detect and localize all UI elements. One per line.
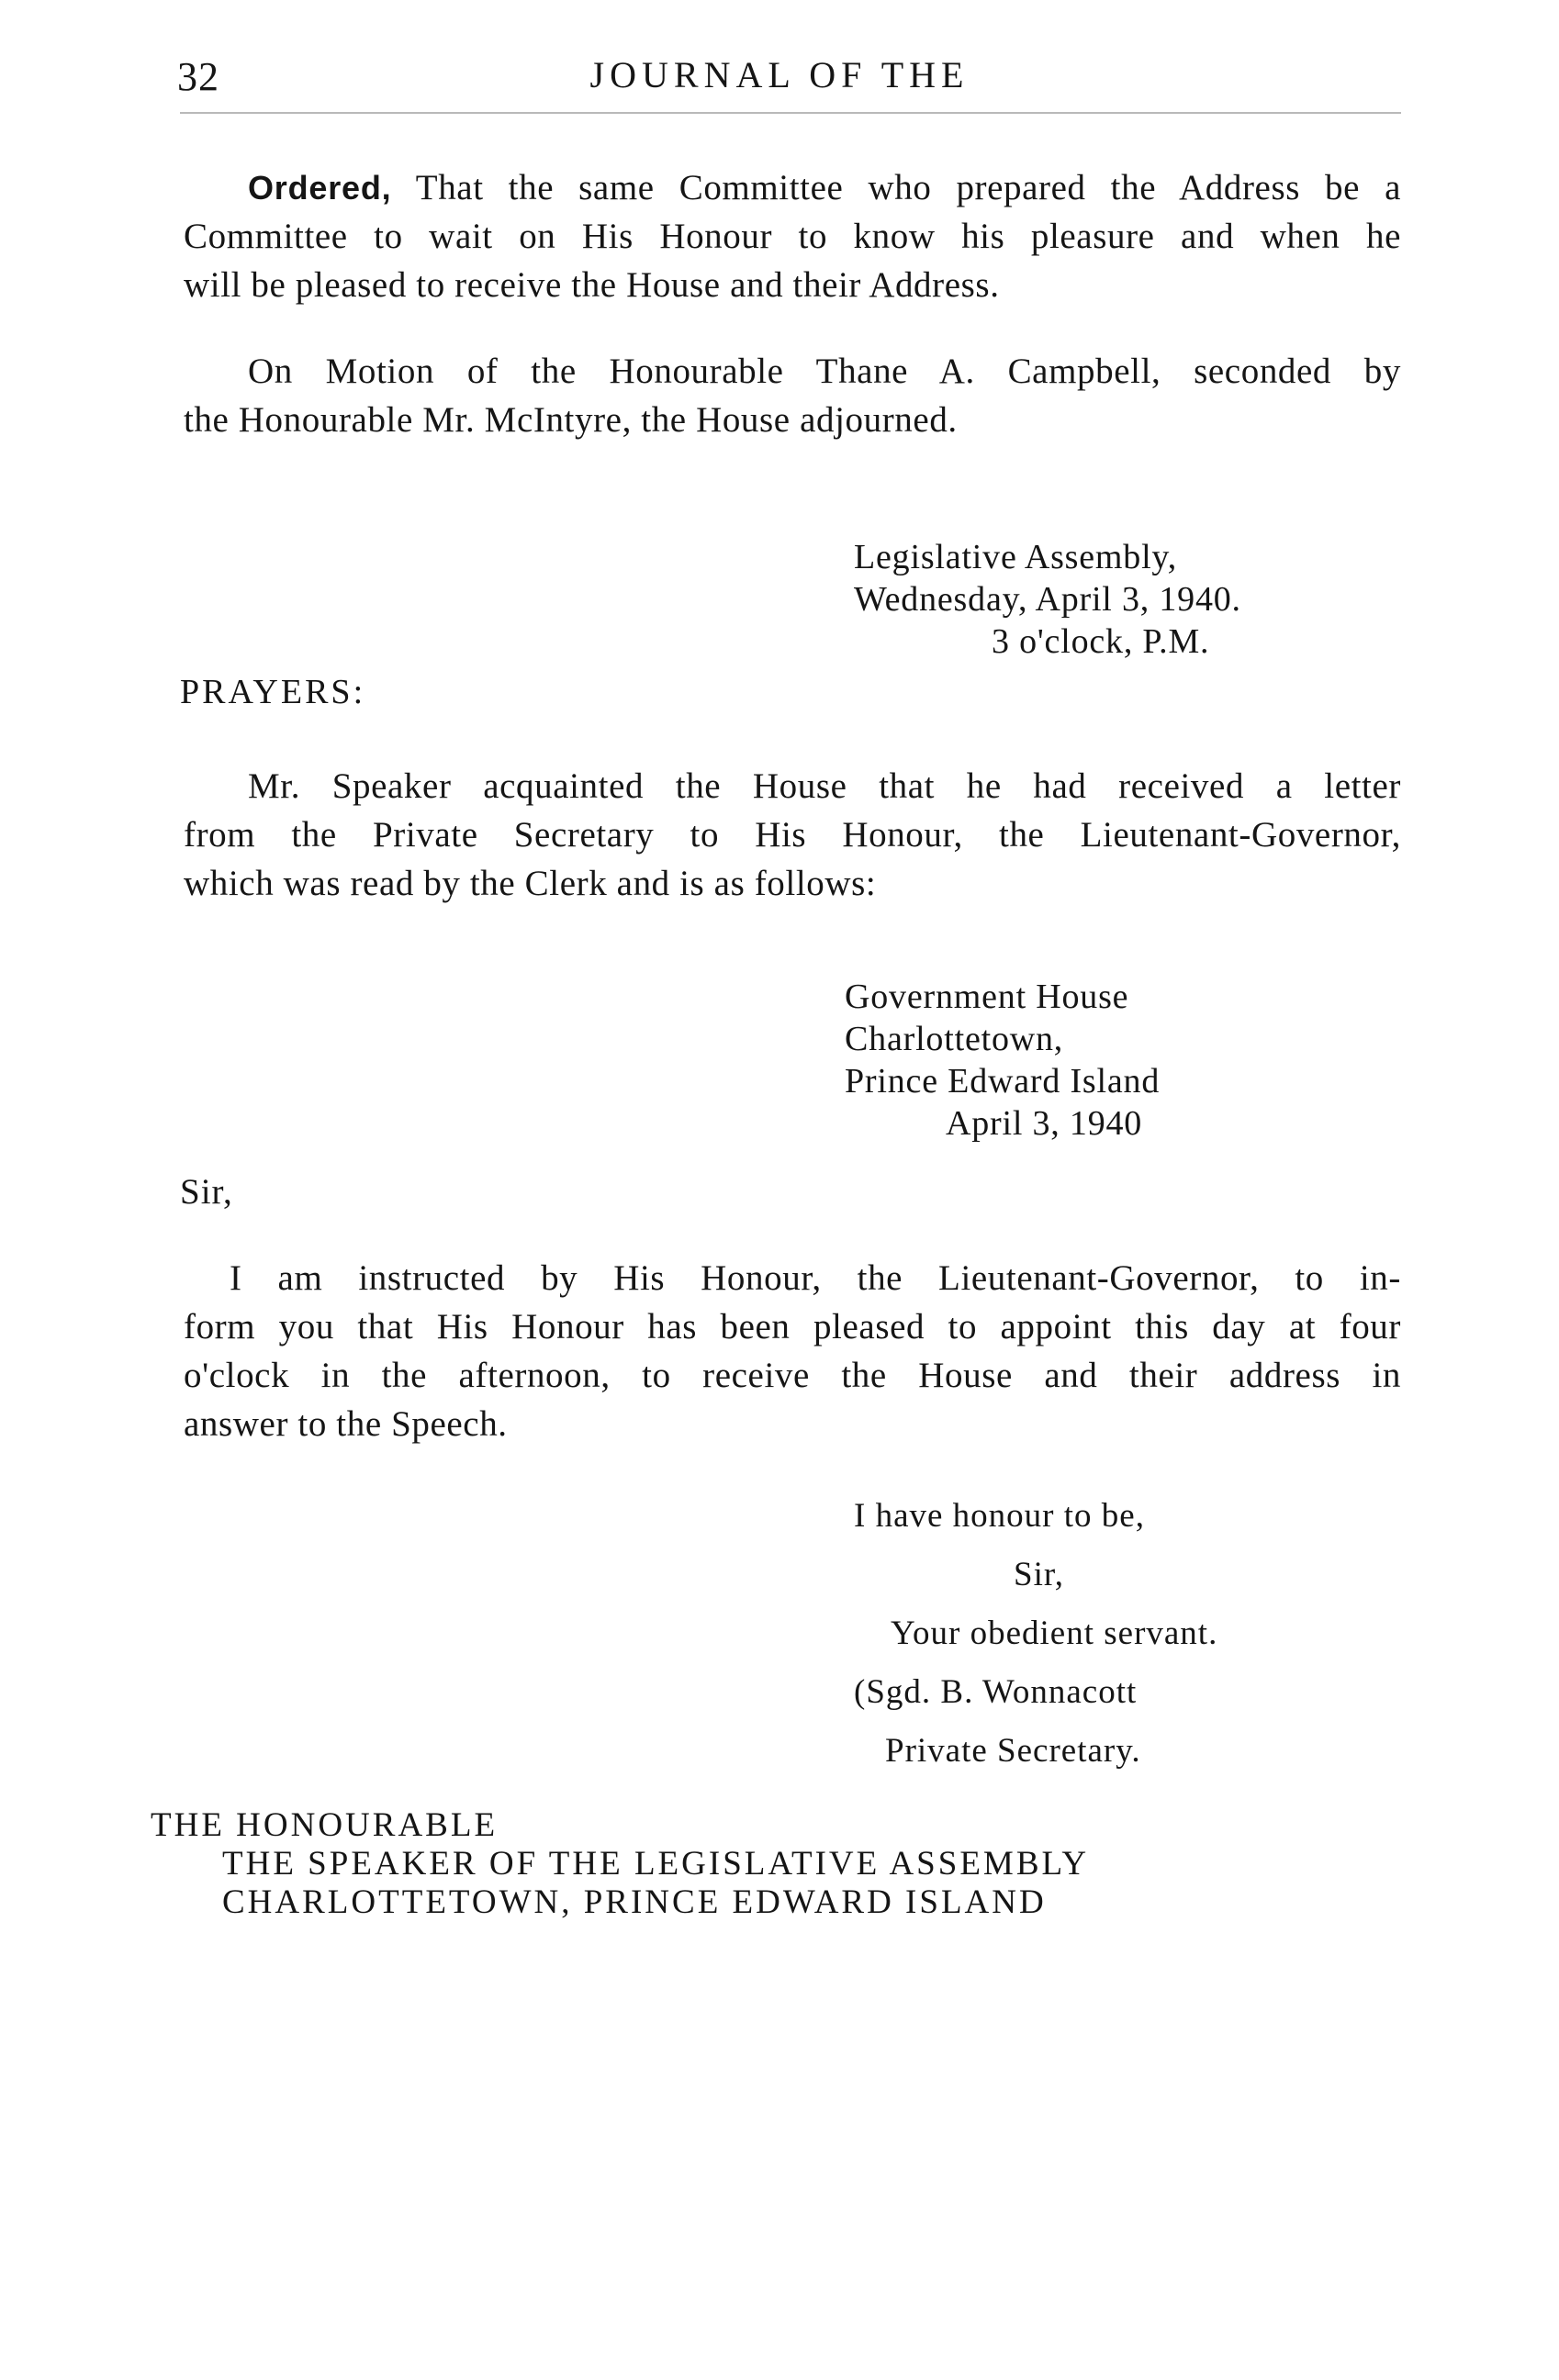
running-title: JOURNAL OF THE [589, 54, 970, 95]
letter-body-line-2: form you that His Honour has been pleased to appoint this day at four [184, 1307, 1401, 1346]
letter-body [184, 1254, 1401, 1448]
speaker-line-1: Mr. Speaker acquainted the House that he had received a letter [248, 766, 1401, 806]
prayers-label: PRAYERS: [180, 673, 366, 711]
ordered-line-2: Committee to wait on His Honour to know his pleasure and when he [184, 217, 1401, 256]
sitting-place: Legislative Assembly, [854, 538, 1178, 576]
closing-line-3: Your obedient servant. [891, 1615, 1218, 1652]
ordered-label: Ordered, [248, 169, 392, 207]
addressee-line-2: THE SPEAKER OF THE LEGISLATIVE ASSEMBLY [222, 1845, 1090, 1883]
letter-body-line-4: answer to the Speech. [184, 1404, 508, 1444]
sender-address [845, 976, 1160, 1145]
sender-address-line-4: April 3, 1940 [946, 1104, 1143, 1143]
signature-title: Private Secretary. [885, 1732, 1141, 1770]
motion-line-1: On Motion of the Honourable Thane A. Campbell, seconded by [248, 352, 1401, 391]
closing-block [854, 1487, 1217, 1781]
motion-paragraph [184, 347, 1401, 444]
sitting-date: Wednesday, April 3, 1940. [854, 580, 1241, 619]
ordered-line-1: Ordered, That the same Committee who prepared the Address be a [248, 168, 1401, 207]
speaker-line-2: from the Private Secretary to His Honour, the Lieutenant-Governor, [184, 815, 1401, 855]
closing-line-2: Sir, [1014, 1556, 1064, 1593]
ordered-line-3: will be pleased to receive the House and their Address. [184, 265, 1000, 305]
motion-line-2: the Honourable Mr. McIntyre, the House adjourned. [184, 400, 958, 440]
letter-body-line-3: o'clock in the afternoon, to receive the House and their address in [184, 1356, 1401, 1395]
letter-body-line-1: I am instructed by His Honour, the Lieutenant-Governor, to in- [230, 1258, 1401, 1298]
sitting-time: 3 o'clock, P.M. [992, 622, 1210, 661]
sender-address-line-2: Charlottetown, [845, 1020, 1064, 1058]
ordered-paragraph [184, 163, 1401, 309]
salutation: Sir, [180, 1172, 233, 1212]
closing-line-1: I have honour to be, [854, 1497, 1145, 1535]
header-rule [180, 112, 1401, 114]
speaker-paragraph [184, 762, 1401, 908]
addressee-block [151, 1806, 1089, 1922]
addressee-line-1: THE HONOURABLE [151, 1806, 499, 1844]
addressee-line-3: CHARLOTTETOWN, PRINCE EDWARD ISLAND [222, 1883, 1047, 1921]
sitting-heading [854, 536, 1241, 663]
page-number: 32 [177, 54, 219, 99]
signature-line: (Sgd. B. Wonnacott [854, 1673, 1138, 1711]
sender-address-line-3: Prince Edward Island [845, 1062, 1161, 1101]
speaker-line-3: which was read by the Clerk and is as follows: [184, 864, 877, 903]
sender-address-line-1: Government House [845, 978, 1129, 1016]
